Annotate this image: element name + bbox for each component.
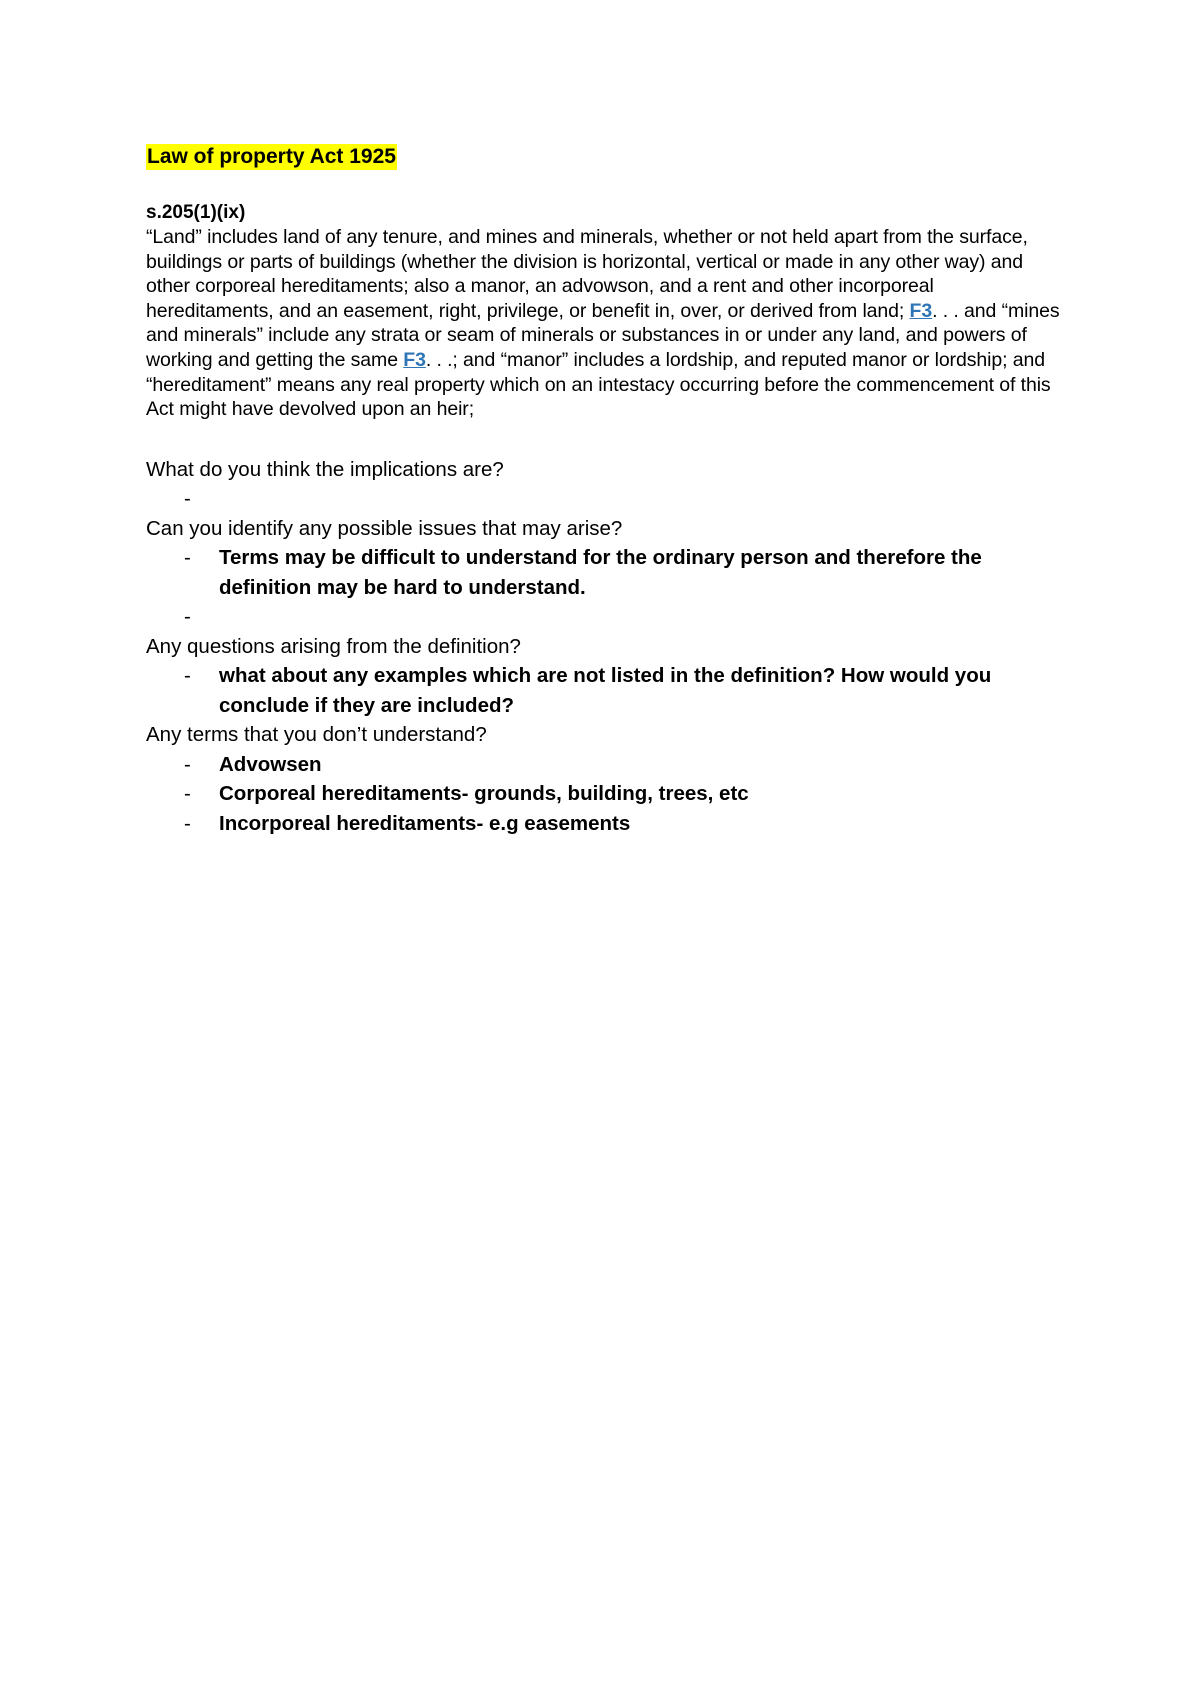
answer-item (146, 602, 1066, 632)
bullet-dash: - (184, 752, 191, 776)
bullet-dash: - (184, 782, 191, 806)
document-title: Law of property Act 1925 (147, 145, 396, 168)
question-heading: Any terms that you don’t understand? (146, 723, 487, 747)
question-block (146, 455, 1066, 514)
footnote-link-f3[interactable]: F3 (403, 348, 426, 371)
questions-section (146, 455, 1066, 839)
answer-text: what about any examples which are not listed in the definition? How would you conclude if they are included? (219, 664, 992, 717)
document-page (146, 144, 1066, 838)
statute-text-part-2: . . . and “mines and minerals” include any strata or seam of minerals or substances in or under any land, and powers of working and getting the same (146, 299, 1060, 371)
answer-list (146, 484, 1066, 514)
bullet-dash: - (184, 546, 191, 570)
answer-list (146, 661, 1066, 720)
answer-text: Terms may be difficult to understand for the ordinary person and therefore the definition may be hard to understand. (219, 546, 982, 599)
question-heading: What do you think the implications are? (146, 457, 504, 481)
statute-text-part-1: “Land” includes land of any tenure, and mines and minerals, whether or not held apart from the surface, buildings or parts of buildings (whether the division is horizontal, vertical or made in any other way) and other corporeal hereditaments; also a manor, an advowson, and a rent and other incorporeal hereditaments, and an easement, right, privilege, or benefit in, over, or derived from land; (146, 226, 1028, 322)
statute-text-part-3: . . .; and “manor” includes a lordship, and reputed manor or lordship; and “hereditament” means any real property which on an intestacy occurring before the commencement of this Act might have devolved upon an heir; (146, 348, 1051, 421)
answer-list (146, 750, 1066, 839)
bullet-dash: - (184, 811, 191, 835)
answer-list (146, 543, 1066, 632)
question-heading: Any questions arising from the definition? (146, 634, 521, 658)
footnote-link-f3[interactable]: F3 (909, 299, 933, 322)
question-block (146, 514, 1066, 632)
bullet-dash: - (184, 487, 191, 511)
answer-text: Corporeal hereditaments- grounds, building, trees, etc (219, 782, 749, 806)
question-heading: Can you identify any possible issues that may arise? (146, 516, 623, 540)
statute-text (146, 225, 1066, 422)
answer-item (146, 750, 1066, 780)
section-reference: s.205(1)(ix) (146, 202, 246, 223)
title-line (146, 144, 1066, 170)
answer-text: Incorporeal hereditaments- e.g easements (219, 811, 631, 835)
question-block (146, 632, 1066, 721)
bullet-dash: - (184, 664, 191, 688)
answer-item (146, 779, 1066, 809)
bullet-dash: - (184, 605, 191, 629)
answer-item (146, 661, 1066, 720)
answer-item (146, 484, 1066, 514)
answer-item (146, 809, 1066, 839)
answer-text: Advowsen (219, 752, 322, 776)
answer-item (146, 543, 1066, 602)
question-block (146, 720, 1066, 838)
